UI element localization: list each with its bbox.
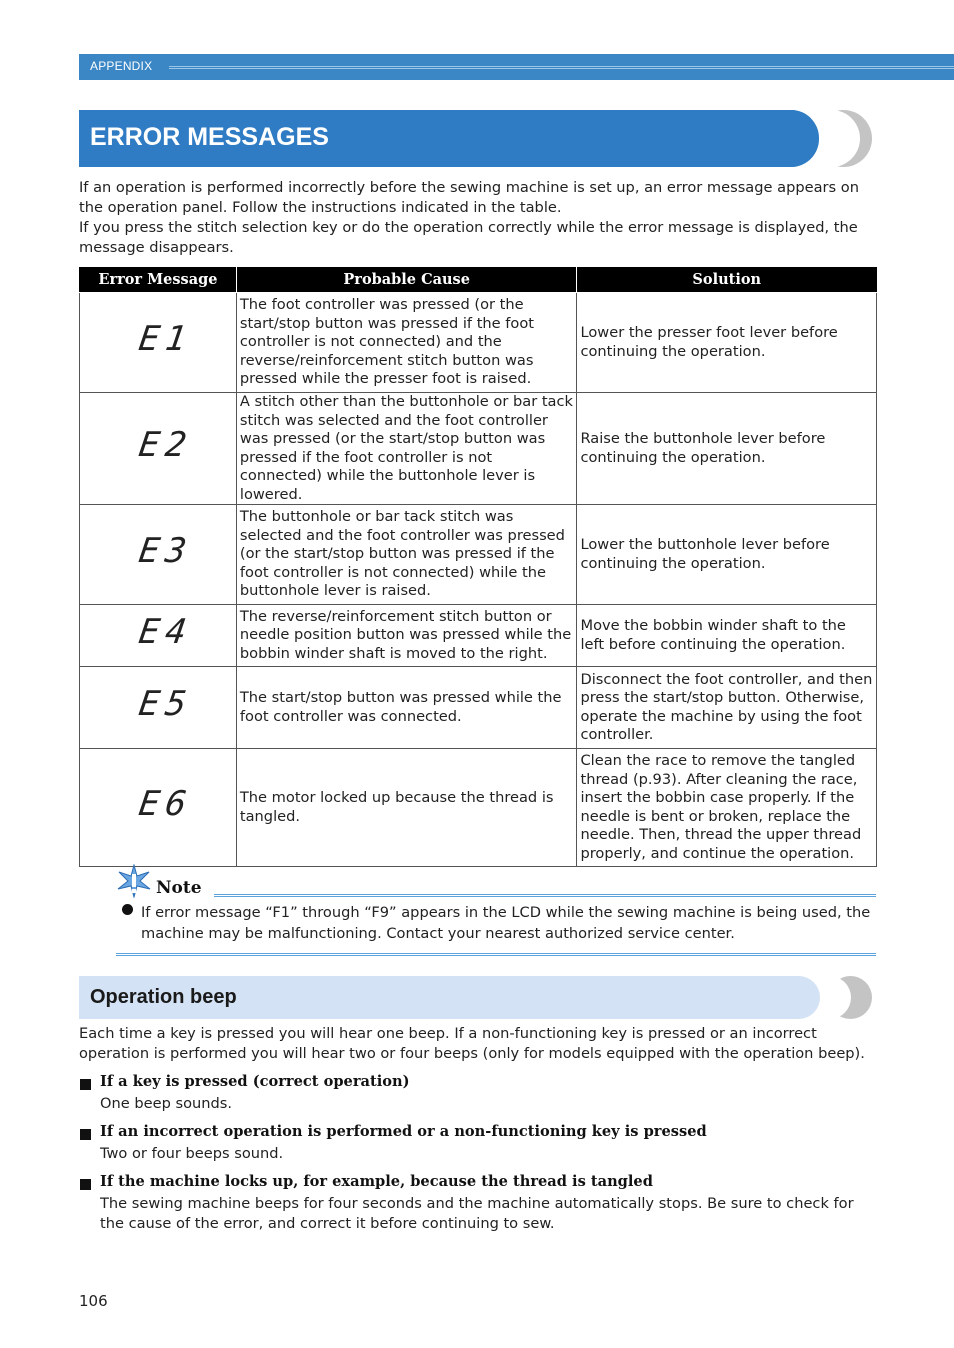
operation-beep-intro: Each time a key is pressed you will hear one beep. If a non-functioning key is pressed or an incorrect operation is performed you will hear two or four beeps (only for models equipped with the operation beep).	[79, 1025, 865, 1062]
error-table	[79, 267, 877, 867]
lcd-error-code: E4	[136, 611, 195, 652]
table-row	[80, 505, 877, 605]
note-text: If error message “F1” through “F9” appears in the LCD while the sewing machine is being used, the machine may be malfunctioning. Contact your nearest authorized service center.	[141, 904, 871, 942]
beep-item-heading: If the machine locks up, for example, because the thread is tangled	[100, 1173, 653, 1190]
note-title: Note	[156, 878, 202, 898]
solution-cell: Move the bobbin winder shaft to the left before continuing the operation.	[577, 605, 877, 667]
column-header: Solution	[577, 268, 877, 293]
column-header: Error Message	[80, 268, 237, 293]
lcd-error-code: E2	[136, 424, 195, 465]
solution-cell: Raise the buttonhole lever before continuing the operation.	[577, 393, 877, 505]
table-row	[80, 393, 877, 505]
probable-cause-cell: The buttonhole or bar tack stitch was selected and the foot controller was pressed (or the start/stop button was pressed if the foot controller is not connected) while the buttonhole lever is raised.	[236, 505, 577, 605]
intro-paragraph-2: If you press the stitch selection key or do the operation correctly while the error message is displayed, the message disappears.	[79, 219, 858, 256]
table-row	[80, 749, 877, 867]
lcd-error-code: E3	[136, 530, 195, 571]
column-header: Probable Cause	[236, 268, 577, 293]
solution-cell: Lower the presser foot lever before continuing the operation.	[577, 293, 877, 393]
operation-beep-title: Operation beep	[90, 986, 237, 1008]
intro-paragraph-1: If an operation is performed incorrectly before the sewing machine is set up, an error message appears on the operation panel. Follow the instructions indicated in the table.	[79, 179, 859, 216]
table-row	[80, 293, 877, 393]
beep-item-body: Two or four beeps sound.	[100, 1145, 284, 1162]
error-code-cell	[80, 667, 237, 749]
beep-item-body: The sewing machine beeps for four seconds and the machine automatically stops. Be sure to check for the cause of the error, and correct it before continuing to sew.	[100, 1195, 854, 1232]
lcd-error-code: E6	[136, 783, 195, 824]
error-code-cell	[80, 749, 237, 867]
beep-item-heading: If an incorrect operation is performed or a non-functioning key is pressed	[100, 1123, 707, 1140]
square-bullet-icon	[80, 1079, 91, 1090]
probable-cause-cell: A stitch other than the buttonhole or bar tack stitch was selected and the foot controller was pressed (or the start/stop button was pressed if the foot controller is not connected) while the buttonhole lever is lowered.	[236, 393, 577, 505]
page-title-banner	[79, 110, 819, 167]
page-title: ERROR MESSAGES	[90, 123, 329, 151]
header-rule	[169, 66, 954, 69]
beep-item-heading: If a key is pressed (correct operation)	[100, 1073, 410, 1090]
operation-beep-banner	[79, 976, 820, 1019]
error-code-cell	[80, 505, 237, 605]
table-row	[80, 667, 877, 749]
probable-cause-cell: The reverse/reinforcement stitch button or needle position button was pressed while the bobbin winder shaft is moved to the right.	[236, 605, 577, 667]
error-code-cell	[80, 605, 237, 667]
error-code-cell	[80, 293, 237, 393]
bullet-icon	[122, 904, 133, 915]
page-number: 106	[79, 1292, 108, 1310]
probable-cause-cell: The start/stop button was pressed while the foot controller was connected.	[236, 667, 577, 749]
solution-cell: Disconnect the foot controller, and then press the start/stop button. Otherwise, operate the machine by using the foot controller.	[577, 667, 877, 749]
section-label: APPENDIX	[90, 59, 153, 73]
square-bullet-icon	[80, 1179, 91, 1190]
note-sparkle-icon	[116, 864, 152, 898]
appendix-header-bar	[79, 54, 954, 80]
solution-cell: Clean the race to remove the tangled thread (p.93). After cleaning the race, insert the bobbin case properly. If the needle is bent or broken, replace the needle. Then, thread the upper thread properly, and continue the operation.	[577, 749, 877, 867]
table-row	[80, 605, 877, 667]
lcd-error-code: E1	[136, 318, 195, 359]
table-header-row	[80, 268, 877, 293]
note-bottom-rule	[116, 953, 876, 956]
solution-cell: Lower the buttonhole lever before continuing the operation.	[577, 505, 877, 605]
probable-cause-cell: The foot controller was pressed (or the start/stop button was pressed if the foot controller is not connected) and the reverse/reinforcement stitch button was pressed while the presser foot is raised.	[236, 293, 577, 393]
note-top-rule	[214, 894, 876, 897]
probable-cause-cell: The motor locked up because the thread is tangled.	[236, 749, 577, 867]
beep-item-body: One beep sounds.	[100, 1095, 233, 1112]
square-bullet-icon	[80, 1129, 91, 1140]
error-code-cell	[80, 393, 237, 505]
note-box	[116, 864, 876, 956]
lcd-error-code: E5	[136, 683, 195, 724]
